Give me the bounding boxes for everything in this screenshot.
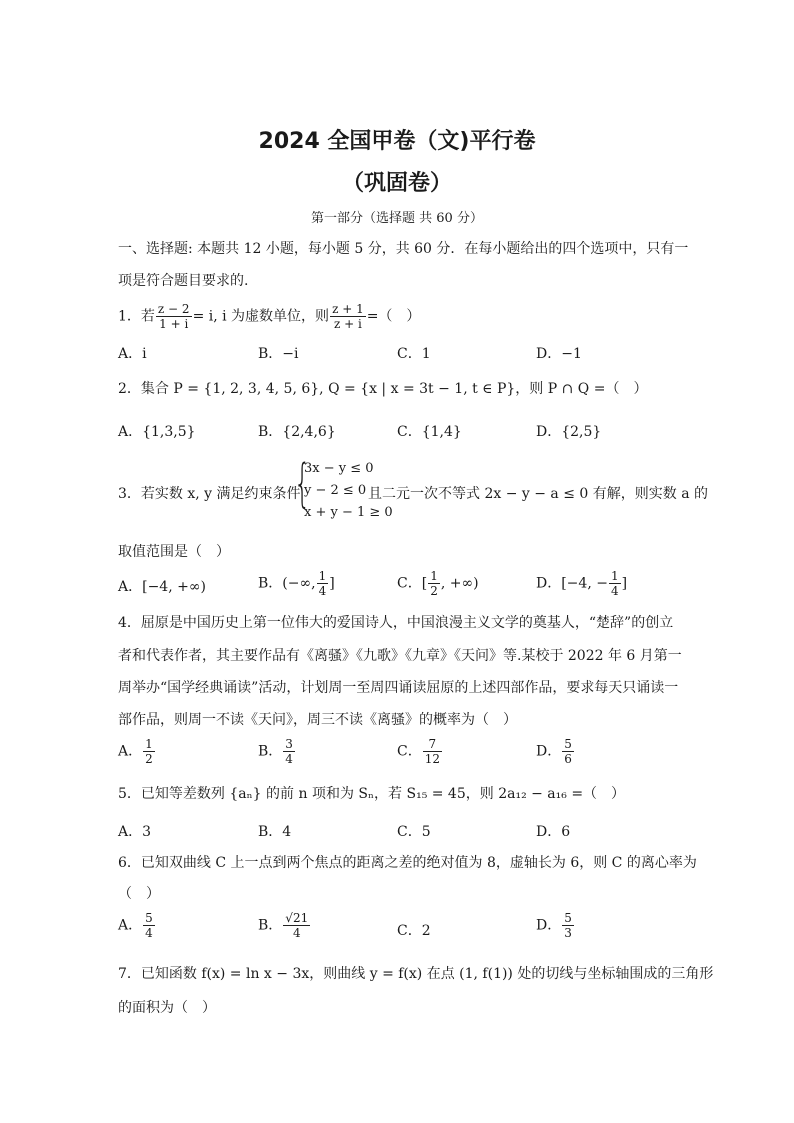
q3-option-b-frac xyxy=(317,569,329,598)
q3-option-c-den: 2 xyxy=(430,584,438,598)
q6-line-1: 6．已知双曲线 C 上一点到两个焦点的距离之差的绝对值为 8，虚轴长为 6，则 C 的离心率为 xyxy=(118,855,697,871)
q6-option-a-den: 4 xyxy=(145,926,153,940)
q6-option-a-frac xyxy=(143,911,155,940)
q3-option-b-pre: B．(−∞, xyxy=(258,575,316,592)
q5-option-a: A．3 xyxy=(118,824,152,840)
q4-option-b-den: 4 xyxy=(285,752,293,766)
q1-option-b: B．−i xyxy=(258,346,299,362)
q3-constraint-3: x + y − 1 ≥ 0 xyxy=(304,505,393,520)
q1-prefix: 1．若 xyxy=(118,308,155,325)
q6-line-2: （ ） xyxy=(118,886,160,902)
q6-option-d-frac xyxy=(562,911,574,940)
q6-option-d-den: 3 xyxy=(564,926,572,940)
q4-option-d-frac xyxy=(562,737,574,766)
q3-option-d-num: 1 xyxy=(610,569,619,583)
q5-option-c: C．5 xyxy=(397,824,431,840)
q6-option-b-label: B． xyxy=(258,917,283,934)
q3-option-b-num: 1 xyxy=(318,569,327,583)
q3-constraint-1: 3x − y ≤ 0 xyxy=(304,461,374,476)
q6-option-d xyxy=(536,911,575,940)
q3-option-d-post: ] xyxy=(621,575,628,592)
q3-prefix: 3．若实数 x, y 满足约束条件 xyxy=(118,486,301,502)
q7-line-1: 7．已知函数 f(x) = ln x − 3x，则曲线 y = f(x) 在点 (1, f(1)) 处的切线与坐标轴围成的三角形 xyxy=(118,966,714,982)
q6-option-b-den: 4 xyxy=(292,926,301,940)
q3-option-d xyxy=(536,569,627,598)
q1-option-a: A．i xyxy=(118,346,147,362)
q4-option-b-label: B． xyxy=(258,743,283,760)
question-1 xyxy=(118,302,420,331)
q1-frac1-num: z − 2 xyxy=(157,302,190,316)
q3-option-c-post: , +∞) xyxy=(440,575,479,592)
q4-option-a-frac xyxy=(143,737,155,766)
q3-system-brace: { xyxy=(294,454,311,514)
q3-option-c xyxy=(397,569,479,598)
q1-frac2-den: z + i xyxy=(333,317,362,331)
q4-option-a-label: A． xyxy=(118,743,143,760)
q5-option-b: B．4 xyxy=(258,824,292,840)
q1-fraction-2 xyxy=(330,302,366,331)
q4-option-d-num: 5 xyxy=(564,737,572,751)
q4-line-1: 4．屈原是中国历史上第一位伟大的爱国诗人，中国浪漫主义文学的奠基人，“楚辞”的创立 xyxy=(118,615,674,631)
q5-option-d: D．6 xyxy=(536,824,571,840)
q1-middle: = i, i 为虚数单位，则 xyxy=(192,308,330,325)
q3-option-a: A．[−4, +∞) xyxy=(118,579,206,595)
q1-frac1-den: 1 + i xyxy=(159,317,189,331)
q2-option-d: D．{2,5} xyxy=(536,424,602,440)
q3-option-c-num: 1 xyxy=(430,569,438,583)
q6-option-b xyxy=(258,911,311,940)
q4-option-c-den: 12 xyxy=(424,752,440,766)
q4-option-b-frac xyxy=(283,737,295,766)
q4-option-a-den: 2 xyxy=(145,752,153,766)
q6-option-a-num: 5 xyxy=(145,911,153,925)
q3-option-c-pre: C．[ xyxy=(397,575,428,592)
q3-option-c-frac xyxy=(428,569,440,598)
q1-option-d: D．−1 xyxy=(536,346,582,362)
q3-option-b-post: ] xyxy=(329,575,335,592)
q1-fraction-1 xyxy=(156,302,192,331)
question-5: 5．已知等差数列 {aₙ} 的前 n 项和为 Sₙ，若 S₁₅ = 45，则 2a₁₂ − a₁₆ =（ ） xyxy=(118,786,626,802)
q3-option-d-den: 4 xyxy=(610,584,619,598)
q1-frac2-num: z + 1 xyxy=(332,302,364,316)
q7-line-2: 的面积为（ ） xyxy=(118,1000,216,1016)
q6-option-b-frac xyxy=(283,911,310,940)
q4-option-b-num: 3 xyxy=(285,737,293,751)
q6-option-b-num: √21 xyxy=(285,911,309,925)
q2-option-a: A．{1,3,5} xyxy=(118,424,196,440)
q2-option-b: B．{2,4,6} xyxy=(258,424,336,440)
question-2: 2．集合 P = {1, 2, 3, 4, 5, 6}, Q = {x | x = 3t − 1, t ∈ P}，则 P ∩ Q =（ ） xyxy=(118,381,648,397)
q4-option-a xyxy=(118,737,156,766)
section-heading: 第一部分（选择题 共 60 分） xyxy=(311,211,483,226)
q4-option-b xyxy=(258,737,296,766)
q4-line-2: 者和代表作者，其主要作品有《离骚》《九歌》《九章》《天问》等.某校于 2022 年 6 月第一 xyxy=(118,648,682,664)
q3-option-d-frac xyxy=(609,569,621,598)
page-title: 2024 全国甲卷（文)平行卷 xyxy=(258,129,536,154)
page-subtitle: （巩固卷） xyxy=(341,171,452,196)
q4-line-4: 部作品，则周一不读《天问》，周三不读《离骚》的概率为（ ） xyxy=(118,712,517,728)
q3-option-b-den: 4 xyxy=(318,584,327,598)
q4-option-c-label: C． xyxy=(397,743,422,760)
q4-option-a-num: 1 xyxy=(145,737,153,751)
q4-option-c xyxy=(397,737,443,766)
q6-option-a xyxy=(118,911,156,940)
q6-option-c-label: C． xyxy=(397,923,422,939)
q4-option-c-num: 7 xyxy=(423,737,442,752)
q4-option-d xyxy=(536,737,575,766)
q3-option-d-pre: D．[−4, − xyxy=(536,575,608,592)
q3-suffix: 且二元一次不等式 2x − y − a ≤ 0 有解，则实数 a 的 xyxy=(368,486,709,502)
q3-line-2: 取值范围是（ ） xyxy=(118,544,230,560)
intro-line-2: 项是符合题目要求的. xyxy=(118,273,249,289)
q1-option-c: C．1 xyxy=(397,346,431,362)
q6-option-c-value: 2 xyxy=(421,923,431,939)
intro-line-1: 一、选择题: 本题共 12 小题，每小题 5 分，共 60 分．在每小题给出的四个选项中，只有一 xyxy=(118,241,689,257)
q4-option-d-label: D． xyxy=(536,743,562,760)
q6-option-d-num: 5 xyxy=(564,911,572,925)
q2-option-c: C．{1,4} xyxy=(397,424,462,440)
q6-option-c xyxy=(397,920,431,940)
q3-constraint-2: y − 2 ≤ 0 xyxy=(304,483,367,498)
q3-option-b xyxy=(258,569,335,598)
q1-suffix: =（ ） xyxy=(366,308,421,325)
q4-option-c-frac xyxy=(423,737,442,766)
q4-line-3: 周举办“国学经典诵读”活动，计划周一至周四诵读屈原的上述四部作品，要求每天只诵读一 xyxy=(118,680,679,696)
q4-option-d-den: 6 xyxy=(564,752,572,766)
q6-option-d-label: D． xyxy=(536,917,562,934)
q6-option-a-label: A． xyxy=(118,917,143,934)
